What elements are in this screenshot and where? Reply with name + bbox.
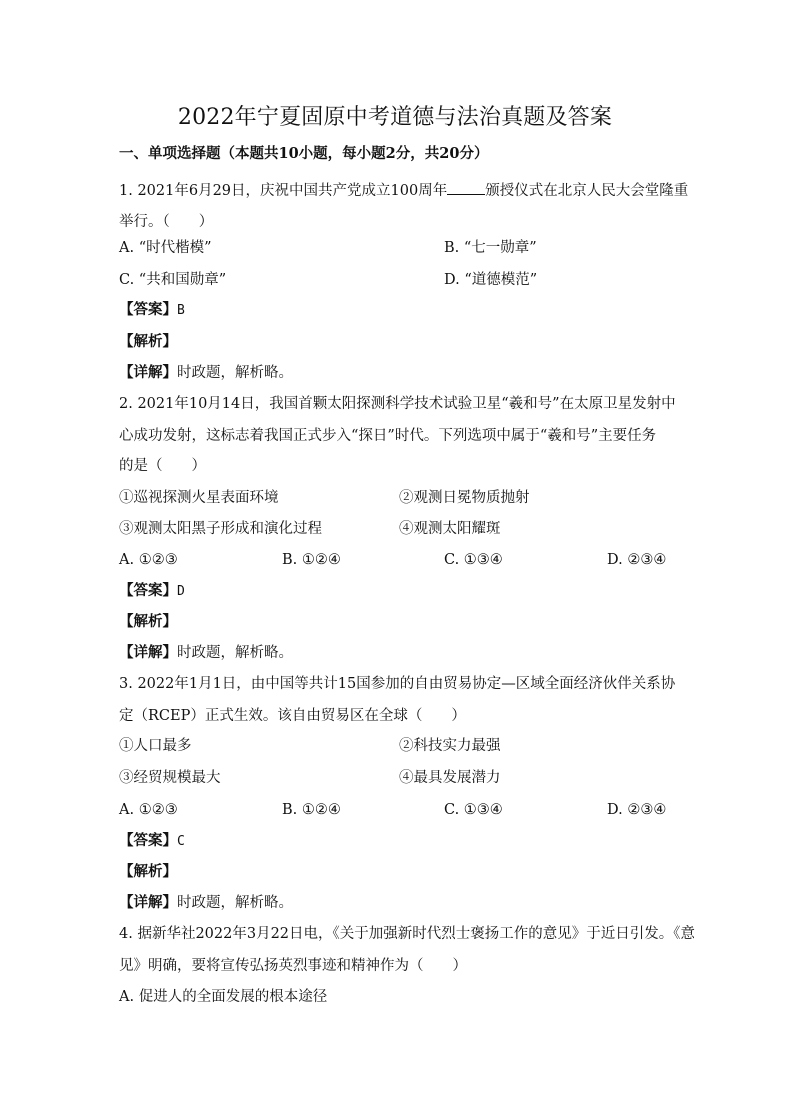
q3-option-a: A. ①②③ <box>119 802 178 818</box>
q3-statement-3: ③经贸规模最大 <box>119 770 221 786</box>
q2-statement-3: ③观测太阳黑子形成和演化过程 <box>119 521 322 537</box>
q1-detail <box>119 363 293 383</box>
detail-tag: 【详解】 <box>119 644 177 661</box>
q1-option-d: D. “道德模范” <box>444 272 538 288</box>
q2-option-a: A. ①②③ <box>119 552 178 568</box>
q4-stem-line2: 见》明确，要将宣传弘扬英烈事迹和精神作为（ ） <box>119 958 467 974</box>
q3-stem-line2: 定（RCEP）正式生效。该自由贸易区在全球（ ） <box>119 708 466 724</box>
q2-statement-2: ②观测日冕物质抛射 <box>399 490 530 506</box>
answer-tag: 【答案】 <box>119 832 177 849</box>
detail-text: 时政题，解析略。 <box>177 365 293 381</box>
q1-answer <box>119 300 185 321</box>
q1-option-a: A. “时代楷模” <box>119 240 212 256</box>
q2-statement-4: ④观测太阳耀斑 <box>399 521 501 537</box>
q2-statement-1: ①巡视探测火星表面环境 <box>119 490 279 506</box>
q2-analysis-tag: 【解析】 <box>119 613 177 630</box>
page-title: 2022年宁夏固原中考道德与法治真题及答案 <box>177 105 613 130</box>
q4-option-a: A. 促进人的全面发展的根本途径 <box>119 989 328 1005</box>
answer-value: D <box>177 584 185 599</box>
q1-stem-part1: 1. 2021年6月29日，庆祝中国共产党成立100周年 <box>119 183 448 199</box>
q1-stem-part2: 颁授仪式在北京人民大会堂隆重 <box>485 183 689 199</box>
q2-stem-line1: 2. 2021年10月14日，我国首颗太阳探测科学技术试验卫星“羲和号”在太原卫星发射中 <box>119 396 676 412</box>
q1-stem-line1 <box>119 180 688 201</box>
q2-detail <box>119 643 293 663</box>
q1-analysis-tag: 【解析】 <box>119 333 177 350</box>
q1-option-b: B. “七一勋章” <box>444 240 537 256</box>
q2-answer <box>119 581 185 602</box>
q3-statement-4: ④最具发展潜力 <box>399 770 501 786</box>
fill-blank <box>447 180 485 195</box>
q2-stem-line3: 的是（ ） <box>119 458 206 474</box>
q4-stem-line1: 4. 据新华社2022年3月22日电，《关于加强新时代烈士褒扬工作的意见》于近日引发。《意 <box>119 926 696 942</box>
q3-analysis-tag: 【解析】 <box>119 863 177 880</box>
q2-option-d: D. ②③④ <box>607 552 667 568</box>
q3-option-d: D. ②③④ <box>607 802 667 818</box>
q3-option-b: B. ①②④ <box>282 802 341 818</box>
q3-detail <box>119 893 293 913</box>
q2-option-c: C. ①③④ <box>444 552 503 568</box>
answer-tag: 【答案】 <box>119 582 177 599</box>
q1-option-c: C. “共和国勋章” <box>119 272 227 288</box>
detail-tag: 【详解】 <box>119 894 177 911</box>
detail-tag: 【详解】 <box>119 364 177 381</box>
detail-text: 时政题，解析略。 <box>177 895 293 911</box>
q2-option-b: B. ①②④ <box>282 552 341 568</box>
answer-value: C <box>177 834 185 849</box>
q3-statement-2: ②科技实力最强 <box>399 738 501 754</box>
q3-option-c: C. ①③④ <box>444 802 503 818</box>
answer-tag: 【答案】 <box>119 301 177 318</box>
answer-value: B <box>177 303 185 318</box>
q2-stem-line2: 心成功发射，这标志着我国正式步入“探日”时代。下列选项中属于“羲和号”主要任务 <box>119 428 657 444</box>
q3-stem-line1: 3. 2022年1月1日，由中国等共计15国参加的自由贸易协定—区域全面经济伙伴关系协 <box>119 676 676 692</box>
q3-answer <box>119 831 185 852</box>
detail-text: 时政题，解析略。 <box>177 645 293 661</box>
q3-statement-1: ①人口最多 <box>119 738 192 754</box>
q1-stem-line2: 举行。（ ） <box>119 214 214 230</box>
section-heading: 一、单项选择题（本题共10小题，每小题2分，共20分） <box>119 145 489 162</box>
